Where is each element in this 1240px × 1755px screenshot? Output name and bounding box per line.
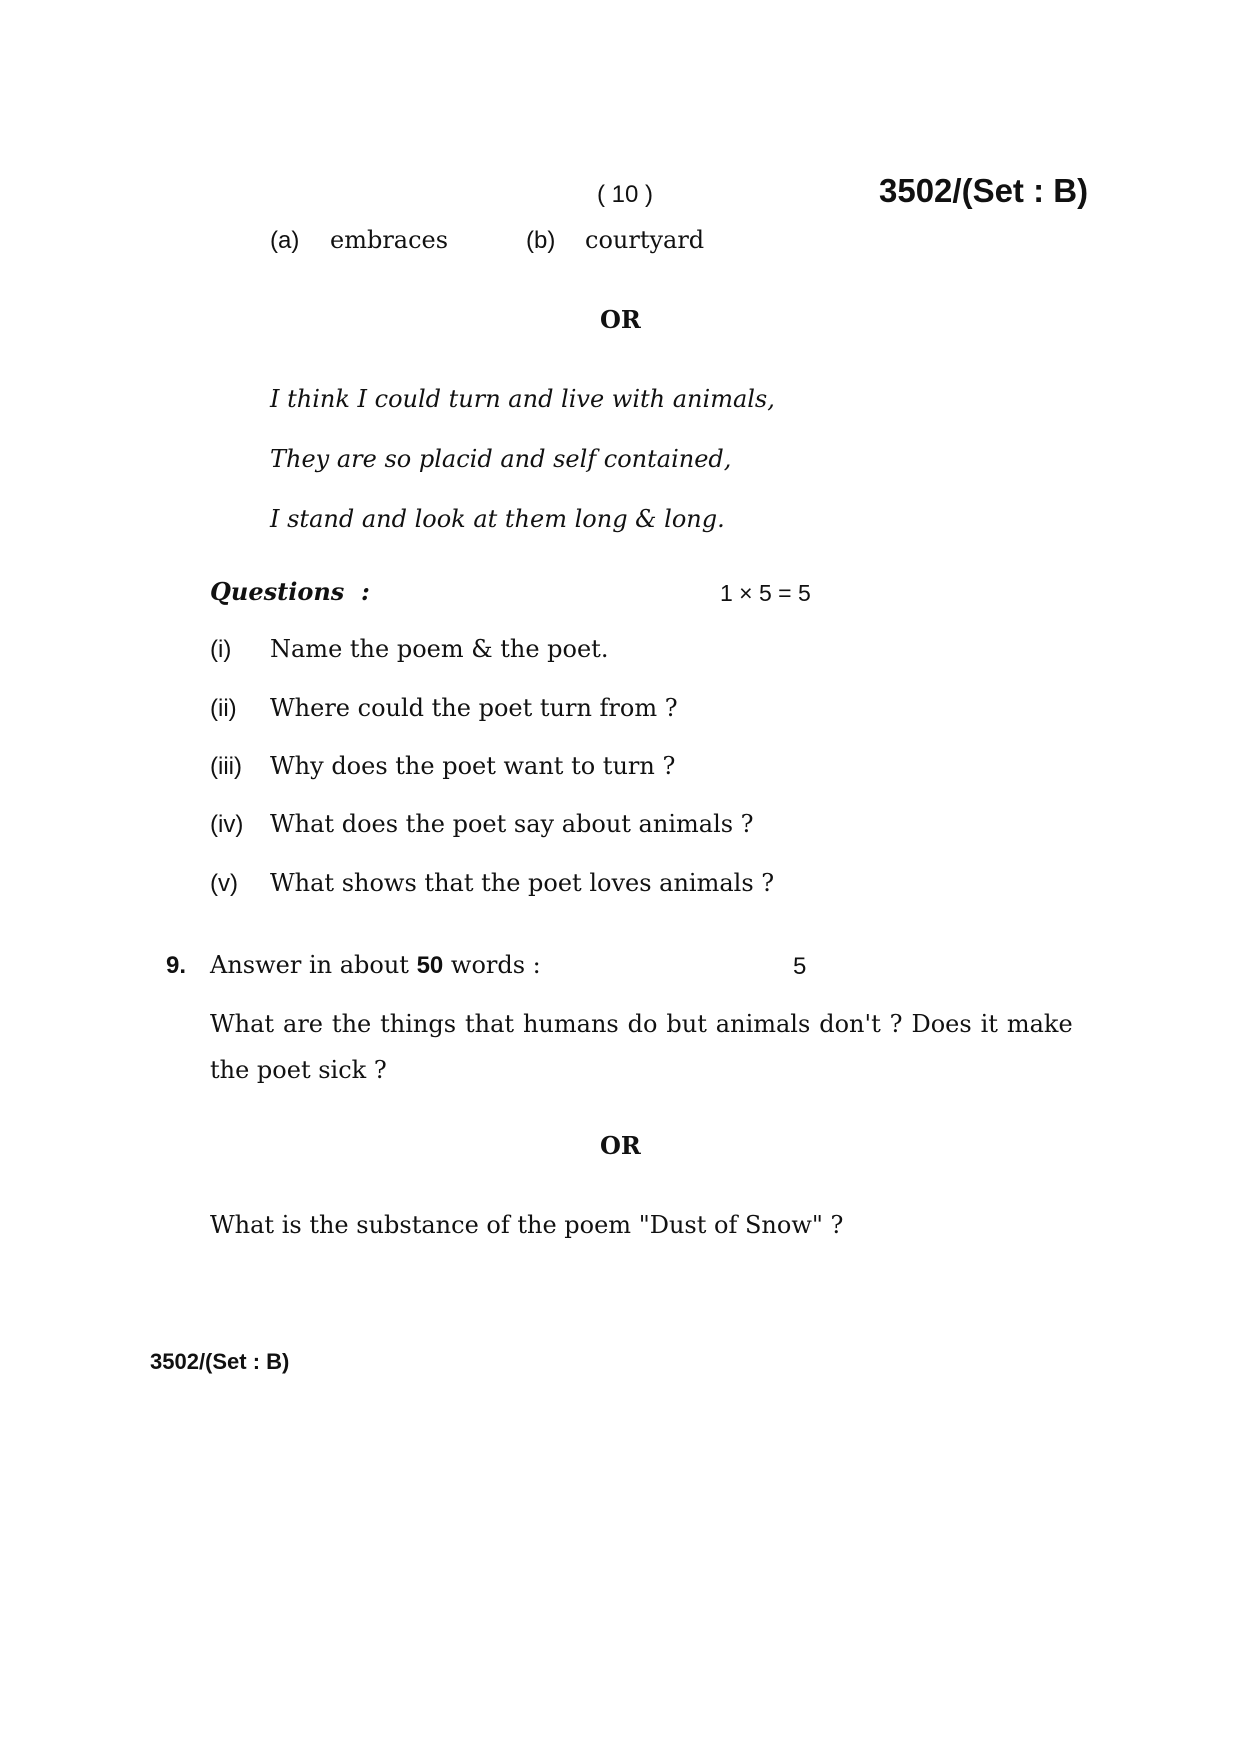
poem-line-3: I stand and look at them long & long.: [270, 505, 725, 533]
question-text: Name the poem & the poet.: [270, 635, 609, 663]
option-a-label: (a): [270, 227, 300, 254]
questions-heading: Questions :: [210, 577, 370, 606]
option-b-text: courtyard: [585, 226, 705, 254]
option-a-text: embraces: [330, 226, 449, 254]
paper-code-footer: 3502/(Set : B): [150, 1349, 290, 1374]
questions-marks: 1 × 5 = 5: [720, 580, 811, 606]
question-label: (iv): [210, 811, 244, 838]
or-divider: OR: [600, 305, 641, 334]
page-number: ( 10 ): [597, 181, 654, 208]
poem-line-1: I think I could turn and live with animals,: [270, 385, 775, 413]
question-9-alternative: What is the substance of the poem "Dust of Snow" ?: [210, 1211, 844, 1239]
or-divider: OR: [600, 1131, 641, 1160]
question-9-marks: 5: [793, 953, 807, 980]
question-text: Where could the poet turn from ?: [270, 694, 678, 722]
question-label: (iii): [210, 753, 242, 780]
question-9-body-line-2: the poet sick ?: [210, 1056, 387, 1084]
option-b-label: (b): [526, 227, 556, 254]
question-9-prompt: [210, 951, 541, 980]
question-label: (v): [210, 870, 238, 897]
question-9-number: 9.: [166, 952, 187, 979]
paper-code-header: 3502/(Set : B): [879, 172, 1089, 209]
question-label: (i): [210, 636, 232, 663]
question-text: Why does the poet want to turn ?: [270, 752, 676, 780]
poem-line-2: They are so placid and self contained,: [270, 445, 732, 473]
word-count: 50: [416, 952, 444, 979]
question-text: What shows that the poet loves animals ?: [270, 869, 775, 897]
question-9-body-line-1: What are the things that humans do but animals don't ? Does it make: [210, 1010, 1073, 1038]
question-text: What does the poet say about animals ?: [270, 810, 754, 838]
question-label: (ii): [210, 695, 237, 722]
prompt-text: words :: [443, 951, 541, 979]
prompt-text: Answer in about: [210, 951, 417, 979]
